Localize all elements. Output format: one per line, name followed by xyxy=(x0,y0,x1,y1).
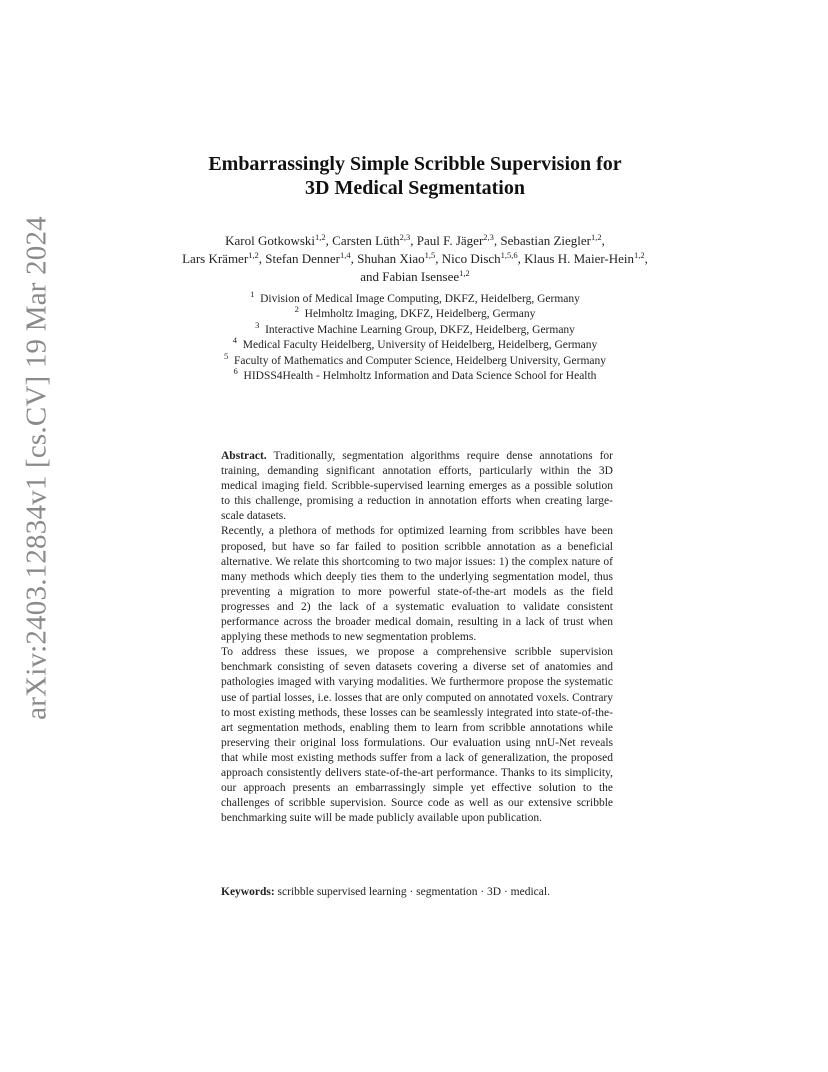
abstract xyxy=(221,449,613,826)
author: Klaus H. Maier-Hein$^{1,2}$, and xyxy=(360,250,648,284)
keywords-text: scribble supervised learning · segmentation · 3D · medical. xyxy=(277,886,550,898)
author: Lars Krämer$^{1,2}$, xyxy=(182,250,266,266)
affiliation: $^6$ HIDSS4Health - Helmholtz Information and Data Science School for Health xyxy=(233,366,597,383)
abstract-paragraph-1: Abstract. Traditionally, segmentation algorithms require dense annotations for training, demanding significant annotation efforts, particularly within the 3D medical imaging field. Scribble-supervised learning emerges as a possible solution to this challenge, promising a reduction in annotation efforts when creating large-scale datasets. xyxy=(221,450,613,523)
abstract-paragraph-2: Recently, a plethora of methods for optimized learning from scribbles have been proposed, but have so far failed to position scribble annotation as a beneficial alternative. We relate this shortcoming to two major issues: 1) the complex nature of many methods which deeply ties them to the underlying segmentation model, thus preventing a migration to more powerful state-of-the-art models as the field progresses and 2) the lack of a systematic evaluation to validate consistent performance across the broader medical domain, resulting in a lack of trust when applying these methods to new segmentation problems. xyxy=(221,525,613,644)
paper-title-line-2: 3D Medical Segmentation xyxy=(305,177,525,199)
author: Shuhan Xiao$^{1,5}$, xyxy=(357,250,442,266)
author: Stefan Denner$^{1,4}$, xyxy=(265,250,358,266)
author: Nico Disch$^{1,5,6}$, xyxy=(441,250,525,266)
paper-title-line-1: Embarrassingly Simple Scribble Supervision for xyxy=(208,153,622,175)
abstract-label: Abstract. xyxy=(221,450,267,462)
keywords-label: Keywords: xyxy=(221,886,275,898)
paper-title xyxy=(150,152,680,200)
author: Carsten Lüth$^{2,3}$, xyxy=(332,232,417,248)
affiliation: $^5$ Faculty of Mathematics and Computer Science, Heidelberg University, Germany xyxy=(223,350,607,367)
keywords xyxy=(221,886,621,898)
arxiv-identifier-text: arXiv:2403.12834v1 [cs.CV] 19 Mar 2024 xyxy=(20,215,53,720)
affiliation: $^1$ Division of Medical Image Computing, DKFZ, Heidelberg, Germany xyxy=(250,289,580,305)
affiliation-list xyxy=(170,289,660,384)
abstract-paragraph-3: To address these issues, we propose a comprehensive scribble supervision benchmark consisting of seven datasets covering a diverse set of anatomies and pathologies imaged with varying modalities. We furthermore propose the systematic use of partial losses, i.e. losses that are only computed on annotated voxels. Contrary to most existing methods, these losses can be seamlessly integrated into state-of-the-art segmentation methods, enabling them to learn from scribble annotations while preserving their original loss formulations. Our evaluation using nnU-Net reveals that while most existing methods suffer from a lack of generalization, the proposed approach consistently delivers state-of-the-art performance. Thanks to its simplicity, our approach presents an embarrassingly simple yet effective solution to the challenges of scribble supervision. Source code as well as our extensive scribble benchmarking suite will be made publicly available upon publication. xyxy=(221,646,613,825)
arxiv-identifier-stamp xyxy=(15,215,59,720)
author: Sebastian Ziegler$^{1,2}$, xyxy=(500,232,605,248)
author: Fabian Isensee$^{1,2}$ xyxy=(382,268,470,284)
affiliation: $^3$ Interactive Machine Learning Group, DKFZ, Heidelberg, Germany xyxy=(255,319,575,336)
author-list xyxy=(180,232,650,286)
affiliation: $^2$ Helmholtz Imaging, DKFZ, Heidelberg, Germany xyxy=(294,304,536,321)
author: Paul F. Jäger$^{2,3}$, xyxy=(416,232,501,248)
author: Karol Gotkowski$^{1,2}$, xyxy=(225,232,333,248)
affiliation: $^4$ Medical Faculty Heidelberg, University of Heidelberg, Heidelberg, Germany xyxy=(232,335,598,352)
